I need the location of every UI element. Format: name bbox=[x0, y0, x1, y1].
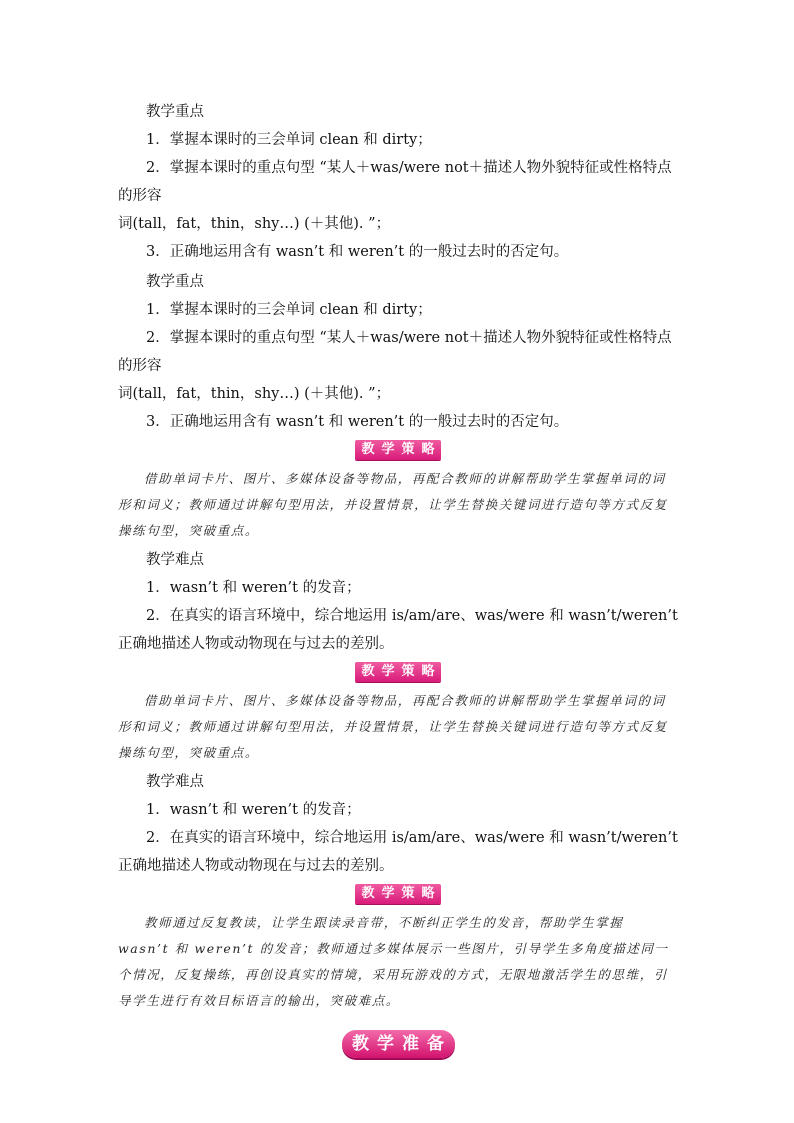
banner-char: 教 bbox=[361, 442, 375, 457]
banner-char: 教 bbox=[352, 1034, 369, 1054]
banner-char: 教 bbox=[361, 886, 375, 901]
banner-char: 策 bbox=[401, 442, 415, 457]
banner-char: 准 bbox=[402, 1034, 419, 1054]
list-item: 1．掌握本课时的三会单词 clean 和 dirty； bbox=[146, 132, 432, 148]
strategy-paragraph: 借助单词卡片、图片、多媒体设备等物品，再配合教师的讲解帮助学生掌握单词的词形和词义；教师通过讲解句型用法，并设置情景，让学生替换关键词进行造句等方式反复操练句型，突破重点。 bbox=[118, 471, 668, 538]
list-item: 1．wasn’t 和 weren’t 的发音； bbox=[146, 802, 361, 818]
banner-char: 学 bbox=[377, 1034, 394, 1054]
banner-char: 策 bbox=[401, 886, 415, 901]
list-item: 3．正确地运用含有 wasn’t 和 weren’t 的一般过去时的否定句。 bbox=[146, 244, 569, 260]
banner-char: 策 bbox=[401, 664, 415, 679]
list-item: 2．掌握本课时的重点句型 “某人＋was/were not＋描述人物外貌特征或性格特点的形容 bbox=[118, 160, 672, 204]
section-heading: 教学重点 bbox=[146, 104, 204, 120]
strategy-banner bbox=[118, 440, 678, 460]
list-item: 2．在真实的语言环境中，综合地运用 is/am/are、was/were 和 wasn’t/weren’t 正确地描述人物或动物现在与过去的差别。 bbox=[118, 830, 678, 874]
banner-char: 略 bbox=[421, 664, 435, 679]
strategy-banner bbox=[118, 884, 678, 904]
banner-char: 学 bbox=[381, 886, 395, 901]
banner-char: 学 bbox=[381, 664, 395, 679]
banner-char: 学 bbox=[381, 442, 395, 457]
strategy-banner bbox=[118, 662, 678, 682]
list-item: 2．在真实的语言环境中，综合地运用 is/am/are、was/were 和 wasn’t/weren’t 正确地描述人物或动物现在与过去的差别。 bbox=[118, 608, 678, 652]
preparation-banner bbox=[118, 1030, 678, 1058]
list-item-continuation: 词(tall，fat，thin，shy…) (＋其他). ”； bbox=[118, 386, 391, 402]
strategy-paragraph: 借助单词卡片、图片、多媒体设备等物品，再配合教师的讲解帮助学生掌握单词的词形和词义；教师通过讲解句型用法，并设置情景，让学生替换关键词进行造句等方式反复操练句型，突破重点。 bbox=[118, 693, 668, 760]
list-item-continuation: 词(tall，fat，thin，shy…) (＋其他). ”； bbox=[118, 216, 391, 232]
strategy-paragraph: 教师通过反复教读，让学生跟读录音带，不断纠正学生的发音，帮助学生掌握 wasn’t 和 weren’t 的发音；教师通过多媒体展示一些图片，引导学生多角度描述同一个情况，反复操练，再创设真实的情境，采用玩游戏的方式，无限地激活学生的思维，引导学生进行有效目标语言的输出，突破难点。 bbox=[118, 915, 669, 1008]
banner-char: 略 bbox=[421, 886, 435, 901]
list-item: 2．掌握本课时的重点句型 “某人＋was/were not＋描述人物外貌特征或性格特点的形容 bbox=[118, 330, 672, 374]
section-heading: 教学难点 bbox=[146, 774, 204, 790]
list-item: 3．正确地运用含有 wasn’t 和 weren’t 的一般过去时的否定句。 bbox=[146, 414, 569, 430]
section-heading: 教学重点 bbox=[146, 274, 204, 290]
list-item: 1．wasn’t 和 weren’t 的发音； bbox=[146, 580, 361, 596]
section-heading: 教学难点 bbox=[146, 552, 204, 568]
content bbox=[118, 96, 678, 1058]
list-item: 1．掌握本课时的三会单词 clean 和 dirty； bbox=[146, 302, 432, 318]
banner-char: 教 bbox=[361, 664, 375, 679]
banner-char: 略 bbox=[421, 442, 435, 457]
banner-char: 备 bbox=[427, 1034, 444, 1054]
